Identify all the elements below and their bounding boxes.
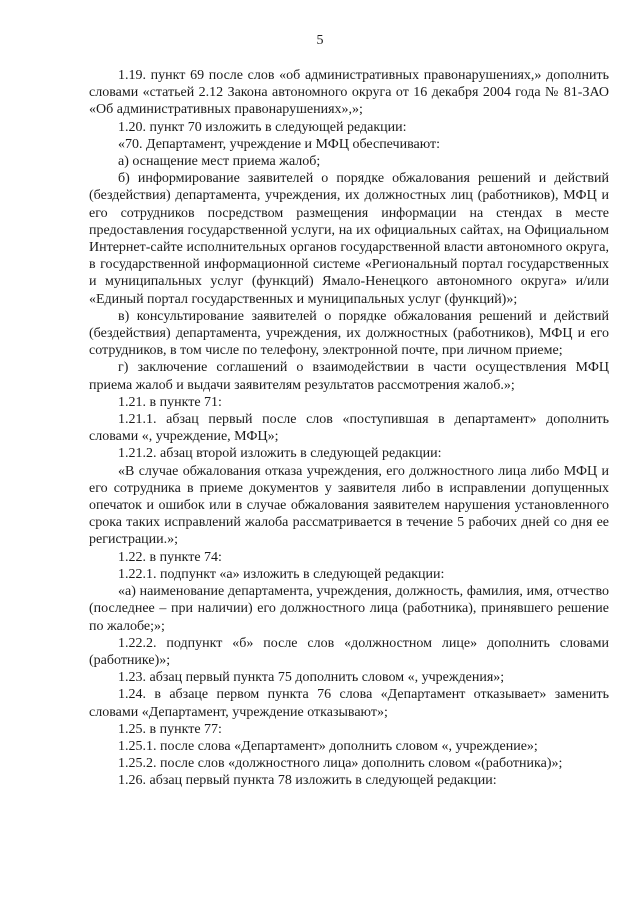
paragraph: 1.25.1. после слова «Департамент» дополнить словом «, учреждение»; (118, 738, 538, 754)
paragraph: 1.21.1. абзац первый после слов «поступившая в департамент» дополнить словами «, учреждение, МФЦ»; (89, 412, 609, 445)
paragraph: 1.21.2. абзац второй изложить в следующей редакции: (118, 446, 442, 462)
paragraph: в) консультирование заявителей о порядке обжалования решений и действий (бездействия) департамента, учреждения, их должностных (работников), МФЦ и его сотрудников, в том числе по телефону, электронной почте, при личном приеме; (89, 308, 609, 359)
paragraph: а) оснащение мест приема жалоб; (118, 154, 321, 170)
paragraph: г) заключение соглашений о взаимодействии в части осуществления МФЦ приема жалоб и выдачи заявителям результатов рассмотрения жалоб.»; (89, 360, 609, 393)
paragraph: б) информирование заявителей о порядке обжалования решений и действий (бездействия) департамента, учреждения, их должностных лиц (работников), МФЦ и его сотрудников посредством размещения информации на стендах в месте предоставления государственной услуги, на их официальных сайтах, на Официальном Интернет-сайте исполнительных органов государственной власти автономного округа, в государственной информационной системе «Региональный портал государственных и муниципальных услуг (функций) Ямало-Ненецкого автономного округа» и/или «Единый портал государственных и муниципальных услуг (функций)»; (89, 171, 609, 307)
paragraph: 1.20. пункт 70 изложить в следующей редакции: (118, 119, 407, 135)
paragraph: 1.22.1. подпункт «а» изложить в следующей редакции: (118, 566, 445, 582)
paragraph: «В случае обжалования отказа учреждения, его должностного лица либо МФЦ и его сотрудника в приеме документов у заявителя либо в исправлении допущенных опечаток и ошибок или в случае обжалования заявителем нарушения установленного срока таких исправлений жалоба рассматривается в течение 5 рабочих дней со дня ее регистрации.»; (89, 463, 609, 548)
paragraph: 1.23. абзац первый пункта 75 дополнить словом «, учреждения»; (118, 670, 505, 686)
paragraph: 1.25. в пункте 77: (118, 721, 222, 737)
paragraph: 1.25.2. после слов «должностного лица» дополнить словом «(работника)»; (118, 756, 563, 772)
paragraph: 1.19. пункт 69 после слов «об административных правонарушениях,» дополнить словами «статьей 2.12 Закона автономного округа от 16 декабря 2004 года № 81-ЗАО «Об административных правонарушениях»,»; (89, 68, 609, 118)
page-number: 5 (316, 33, 324, 48)
paragraph: 1.22.2. подпункт «б» после слов «должностном лице» дополнить словами (работнике)»; (89, 635, 609, 668)
paragraph: 1.26. абзац первый пункта 78 изложить в следующей редакции: (118, 773, 497, 789)
document-body (89, 67, 609, 790)
paragraph: 1.22. в пункте 74: (118, 549, 222, 565)
paragraph: «70. Департамент, учреждение и МФЦ обеспечивают: (118, 136, 441, 152)
paragraph: 1.24. в абзаце первом пункта 76 слова «Департамент отказывает» заменить словами «Департамент, учреждение отказывают»; (89, 687, 609, 720)
paragraph: «а) наименование департамента, учреждения, должность, фамилия, имя, отчество (последнее – при наличии) его должностного лица (работника), принявшего решение по жалобе;»; (89, 584, 609, 634)
paragraph: 1.21. в пункте 71: (118, 394, 222, 410)
